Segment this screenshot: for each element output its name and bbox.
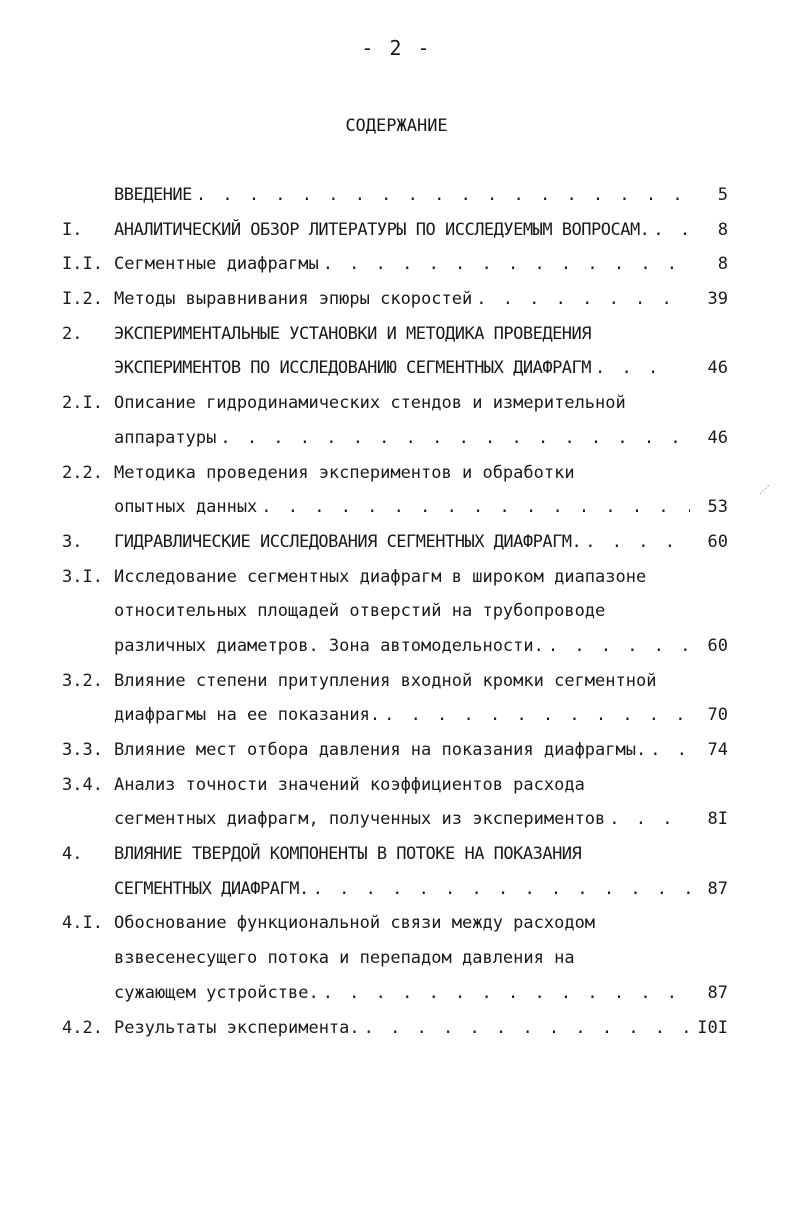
toc-entry-number: 2.2. <box>62 462 103 483</box>
toc-entry-number: 3.2. <box>62 670 103 691</box>
toc-page-ref: 8 <box>717 254 728 275</box>
toc-entry-section-4-1[interactable] <box>62 913 728 948</box>
toc-entry-section-1-1[interactable] <box>62 254 728 289</box>
toc-entry-number: I.2. <box>62 289 103 310</box>
toc-entry-text: сужающем устройстве. <box>114 982 319 1003</box>
toc-entry-number: 4.2. <box>62 1017 103 1038</box>
toc-entry-number: 2. <box>62 323 83 344</box>
toc-entry-number: 3.I. <box>62 566 103 587</box>
toc-entry-section-3-1[interactable] <box>62 567 728 602</box>
toc-entry-chapter-2-continued[interactable] <box>62 358 728 393</box>
dot-leader <box>595 358 690 378</box>
toc-entry-text: различных диаметров. Зона автомодельности. <box>114 635 544 656</box>
toc-entry-section-4-2[interactable] <box>62 1018 728 1053</box>
dot-leader <box>323 983 690 1003</box>
toc-page-ref: 60 <box>707 531 728 552</box>
dot-leader <box>196 185 690 205</box>
page-number: - 2 - <box>361 36 432 60</box>
toc-page-ref: 74 <box>707 740 728 760</box>
toc-entry-chapter-4-continued[interactable] <box>62 879 728 914</box>
toc-page-ref: I0I <box>697 1017 728 1038</box>
toc-entry-number: I.I. <box>62 254 103 275</box>
toc-entry-text: АНАЛИТИЧЕСКИЙ ОБЗОР ЛИТЕРАТУРЫ ПО ИССЛЕДУЕМЫМ ВОПРОСАМ. <box>114 219 650 240</box>
toc-page-ref: 70 <box>707 705 728 726</box>
toc-entry-section-3-2[interactable] <box>62 671 728 706</box>
scan-speck-mark <box>758 482 772 496</box>
toc-entry-section-3-1-continued[interactable] <box>62 601 728 636</box>
toc-entry-section-2-1-continued[interactable] <box>62 428 728 463</box>
page-title: СОДЕРЖАНИЕ <box>345 116 448 136</box>
toc-entry-number: I. <box>62 219 83 240</box>
toc-entry-number: 3.3. <box>62 740 103 760</box>
toc-entry-section-4-1-continued-2[interactable] <box>62 983 728 1018</box>
dot-leader <box>476 289 690 309</box>
toc-entry-section-3-4-continued[interactable] <box>62 809 728 844</box>
toc-entry-chapter-3[interactable] <box>62 532 728 567</box>
toc-entry-chapter-1[interactable] <box>62 220 728 255</box>
toc-entry-section-3-2-continued[interactable] <box>62 705 728 740</box>
toc-entry-text: Методика проведения экспериментов и обработки <box>114 462 575 483</box>
toc-entry-text: Исследование сегментных диафрагм в широком диапазоне <box>114 566 647 587</box>
toc-entry-text: ЭКСПЕРИМЕНТОВ ПО ИССЛЕДОВАНИЮ СЕГМЕНТНЫХ ДИАФРАГМ <box>114 358 592 379</box>
toc-entry-text: ЭКСПЕРИМЕНТАЛЬНЫЕ УСТАНОВКИ И МЕТОДИКА ПРОВЕДЕНИЯ <box>114 323 592 344</box>
toc-page-ref: 46 <box>707 427 728 448</box>
toc-entry-text: ГИДРАВЛИЧЕСКИЕ ИССЛЕДОВАНИЯ СЕГМЕНТНЫХ ДИАФРАГМ. <box>114 531 582 552</box>
dot-leader <box>313 879 690 899</box>
dot-leader <box>548 636 690 656</box>
toc-entry-section-2-2[interactable] <box>62 463 728 498</box>
toc-entry-section-3-4[interactable] <box>62 775 728 810</box>
toc-entry-text: ВЛИЯНИЕ ТВЕРДОЙ КОМПОНЕНТЫ В ПОТОКЕ НА ПОКАЗАНИЯ <box>114 844 582 865</box>
toc-entry-section-3-1-continued-2[interactable] <box>62 636 728 671</box>
toc-entry-text: Влияние мест отбора давления на показания диафрагмы. <box>114 740 647 760</box>
dot-leader <box>653 220 690 240</box>
toc-entry-text: ВВЕДЕНИЕ <box>114 185 192 205</box>
toc-page-ref: 53 <box>707 497 728 518</box>
toc-entry-text: Анализ точности значений коэффициентов расхода <box>114 774 585 795</box>
dot-leader <box>323 254 690 274</box>
toc-page-ref: 8I <box>707 809 728 830</box>
toc-entry-section-3-3[interactable] <box>62 740 728 775</box>
toc-entry-text: взвесенесущего потока и перепадом давления на <box>114 948 575 969</box>
toc-entry-text: сегментных диафрагм, полученных из экспериментов <box>114 809 606 830</box>
toc-entry-text: Методы выравнивания эпюры скоростей <box>114 289 473 310</box>
dot-leader <box>364 1018 690 1038</box>
toc-entry-text: Описание гидродинамических стендов и измерительной <box>114 393 626 414</box>
toc-entry-number: 3. <box>62 531 83 552</box>
toc-entry-text: опытных данных <box>114 497 258 518</box>
toc-entry-number: 2.I. <box>62 393 103 414</box>
toc-entry-intro[interactable] <box>62 185 728 220</box>
toc-entry-text: Сегментные диафрагмы <box>114 254 319 275</box>
table-of-contents <box>62 185 728 1052</box>
toc-page-ref: 87 <box>707 878 728 899</box>
toc-entry-text: Обоснование функциональной связи между расходом <box>114 913 596 934</box>
toc-page-ref: 87 <box>707 982 728 1003</box>
toc-entry-text: Влияние степени притупления входной кромки сегментной <box>114 670 657 691</box>
toc-entry-chapter-4[interactable] <box>62 844 728 879</box>
toc-entry-number: 3.4. <box>62 774 103 795</box>
dot-leader <box>384 705 690 725</box>
toc-entry-text: СЕГМЕНТНЫХ ДИАФРАГМ. <box>114 878 309 899</box>
toc-page-ref: 46 <box>707 358 728 379</box>
toc-entry-number: 4.I. <box>62 913 103 934</box>
dot-leader <box>585 532 690 552</box>
toc-entry-section-4-1-continued[interactable] <box>62 948 728 983</box>
toc-page-ref: 5 <box>717 185 728 205</box>
dot-leader <box>609 809 690 829</box>
dot-leader <box>220 428 690 448</box>
toc-entry-section-2-1[interactable] <box>62 393 728 428</box>
toc-page-ref: 60 <box>707 635 728 656</box>
toc-page-ref: 8 <box>717 219 728 240</box>
toc-entry-section-1-2[interactable] <box>62 289 728 324</box>
toc-entry-text: Результаты эксперимента. <box>114 1017 360 1038</box>
dot-leader <box>650 740 690 760</box>
toc-entry-chapter-2[interactable] <box>62 324 728 359</box>
toc-entry-text: диафрагмы на ее показания. <box>114 705 381 726</box>
dot-leader <box>261 497 690 517</box>
toc-entry-text: аппаратуры <box>114 427 217 448</box>
toc-entry-number: 4. <box>62 844 83 865</box>
toc-page-ref: 39 <box>707 289 728 310</box>
toc-entry-text: относительных площадей отверстий на трубопроводе <box>114 601 606 622</box>
toc-entry-section-2-2-continued[interactable] <box>62 497 728 532</box>
